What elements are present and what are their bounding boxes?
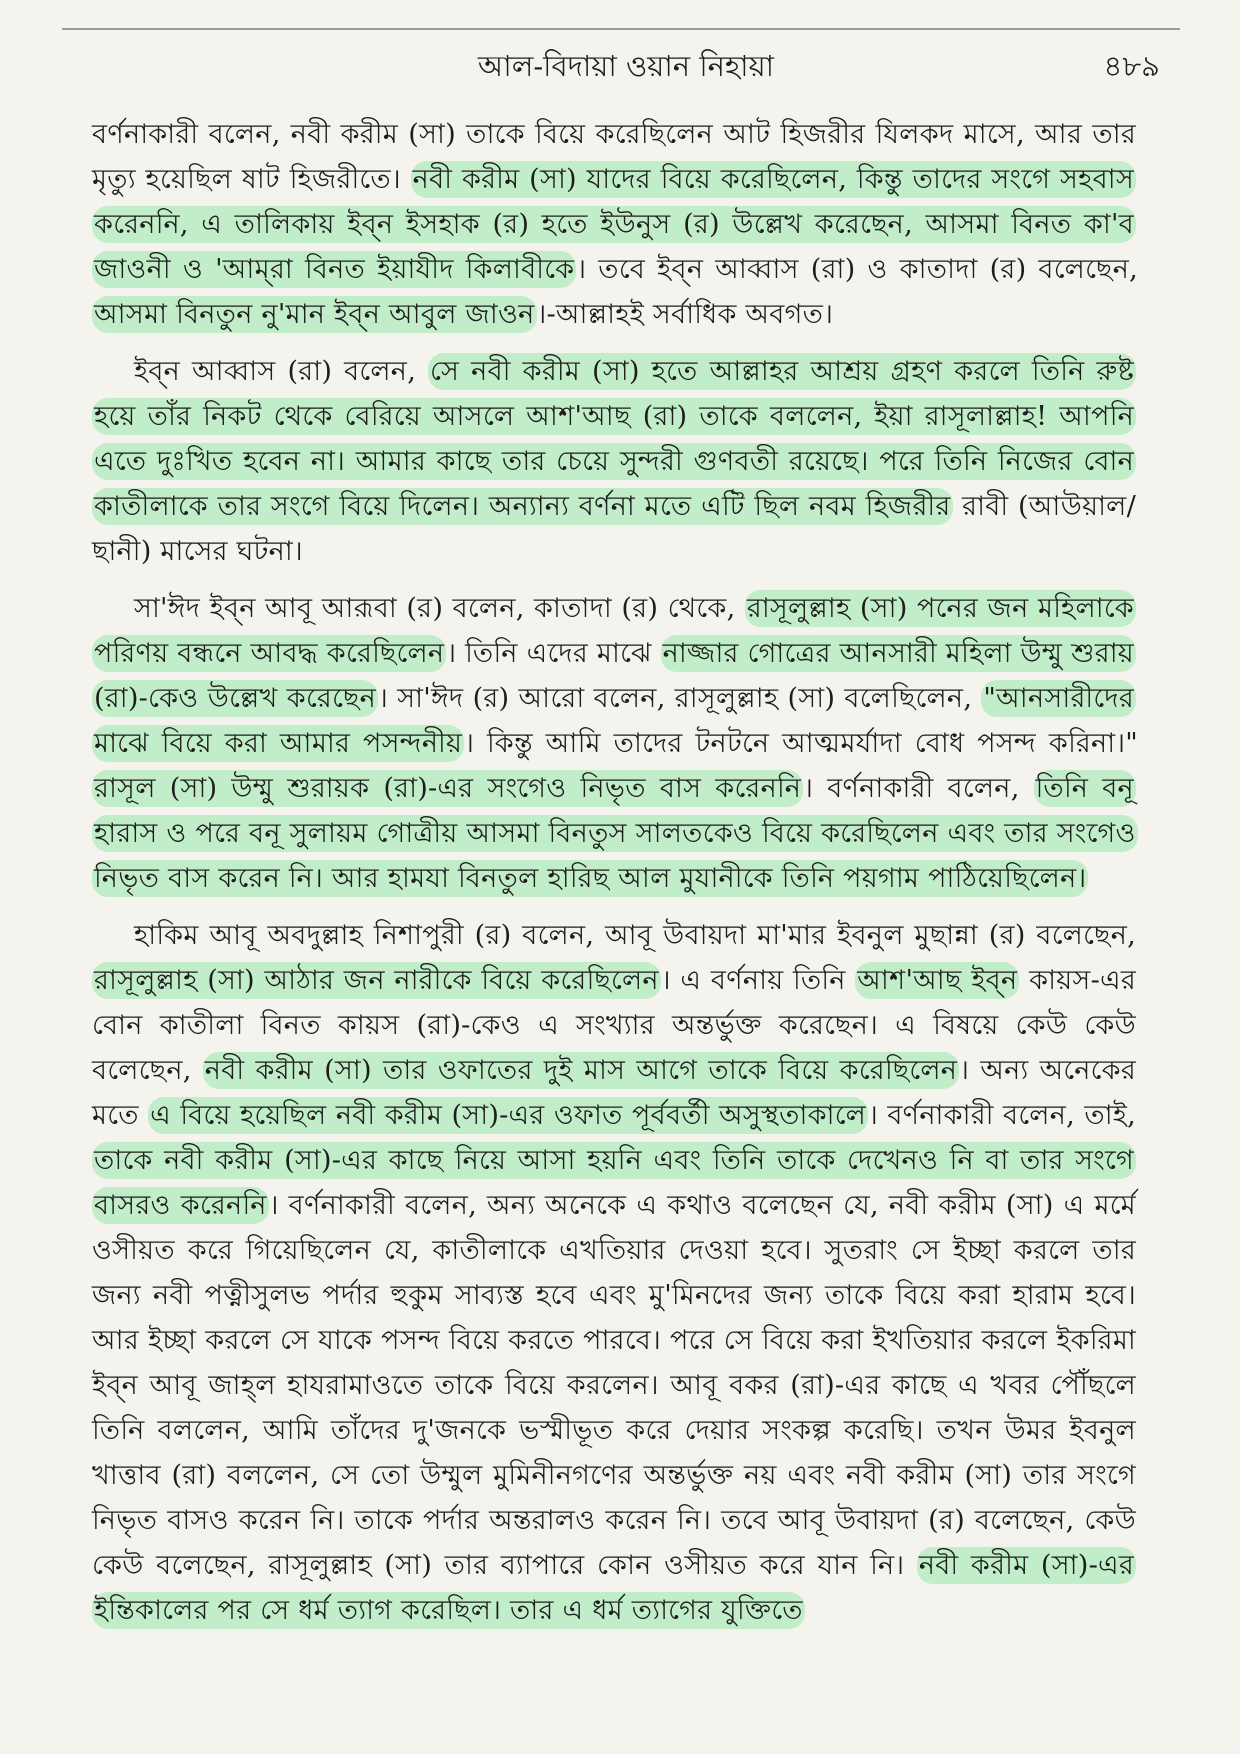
page-body <box>92 112 1136 1635</box>
text-segment: । বর্ণনাকারী বলেন, তাই, <box>868 1100 1136 1131</box>
running-title: আল-বিদায়া ওয়ান নিহায়া <box>477 49 775 83</box>
text-segment: সা'ঈদ ইব্‌ন আবূ আরূবা (র) বলেন, কাতাদা (র) থেকে, <box>134 593 745 624</box>
highlighted-text: তাকে নবী করীম (সা)-এর কাছে নিয়ে আসা হয়নি এবং তিনি তাকে দেখেনও নি বা তার সংগে বাসরও করেননি <box>92 1142 1136 1224</box>
highlighted-text: নবী করীম (সা)-এর ইন্তিকালের পর সে ধর্ম ত্যাগ করেছিল। তার এ ধর্ম ত্যাগের যুক্তিতে <box>92 1547 1136 1629</box>
highlighted-text: রাসূল (সা) উম্মু শুরায়ক (রা)-এর সংগেও নিভৃত বাস করেননি <box>92 770 803 807</box>
text-segment: বর্ণনাকারী বলেন, নবী করীম (সা) তাকে বিয়ে করেছিলেন আট হিজরীর যিলকদ মাসে, আর তার মৃত্যু হয়েছিল ষাট হিজরীতে। <box>92 119 1136 195</box>
highlighted-text: সে নবী করীম (সা) হতে আল্লাহর আশ্রয় গ্রহণ করলে তিনি রুষ্ট হয়ে তাঁর নিকট থেকে বেরিয়ে আসলে আশ'আছ (রা) তাকে বললেন, ইয়া রাসূলাল্লাহ! আপনি এতে দুঃখিত হবেন না। আমার কাছে তার চেয়ে সুন্দরী গুণবতী রয়েছে। পরে তিনি নিজের বোন কাতীলাকে তার সংগে বিয়ে দিলেন। অন্যান্য বর্ণনা মতে এটি ছিল নবম হিজরীর <box>92 353 1136 525</box>
paragraph <box>92 349 1136 574</box>
highlighted-text: তিনি বনূ হারাস ও পরে বনূ সুলায়ম গোত্রীয় আসমা বিনতুস সালতকেও বিয়ে করেছিলেন এবং তার সংগেও নিভৃত বাস করেন নি। আর হামযা বিনতুল হারিছ আল মুযানীকে তিনি পয়গাম পাঠিয়েছিলেন। <box>92 770 1138 897</box>
text-segment: রাবী (আউয়াল/ছানী) মাসের ঘটনা। <box>92 491 1136 567</box>
text-segment: । তবে ইব্‌ন আব্বাস (রা) ও কাতাদা (র) বলেছেন, <box>576 254 1138 285</box>
highlighted-text: নবী করীম (সা) তার ওফাতের দুই মাস আগে তাকে বিয়ে করেছিলেন <box>203 1052 959 1089</box>
top-rule <box>62 28 1180 30</box>
text-segment: কায়স-এর বোন কাতীলা বিনত কায়স (রা)-কেও এ সংখ্যার অন্তর্ভুক্ত করেছেন। এ বিষয়ে কেউ কেউ বলেছেন, <box>92 965 1136 1086</box>
highlighted-text: নবী করীম (সা) যাদের বিয়ে করেছিলেন, কিন্তু তাদের সংগে সহবাস করেননি, এ তালিকায় ইব্‌ন ইসহাক (র) হতে ইউনুস (র) উল্লেখ করেছেন, আসমা বিনত কা'ব জাওনী ও 'আম্‌রা বিনত ইয়াযীদ কিলাবীকে <box>92 161 1136 288</box>
text-segment: ইব্‌ন আব্বাস (রা) বলেন, <box>134 356 429 387</box>
highlighted-text: রাসূলুল্লাহ (সা) আঠার জন নারীকে বিয়ে করেছিলেন <box>92 962 661 999</box>
highlighted-text: নাজ্জার গোত্রের আনসারী মহিলা উম্মু শুরায় (রা)-কেও উল্লেখ করেছেন <box>92 635 1136 717</box>
page-header <box>92 46 1160 90</box>
highlighted-text: এ বিয়ে হয়েছিল নবী করীম (সা)-এর ওফাত পূর্ববর্তী অসুস্থতাকালে <box>148 1097 868 1134</box>
text-segment: । তিনি এদের মাঝে <box>446 638 661 669</box>
highlighted-text: আশ'আছ ইব্‌ন <box>855 962 1019 999</box>
paragraph <box>92 586 1136 901</box>
text-segment: । বর্ণনাকারী বলেন, <box>803 773 1034 804</box>
highlighted-text: আসমা বিনতুন নু'মান ইব্‌ন আবুল জাওন <box>92 296 537 333</box>
text-segment: হাকিম আবূ অবদুল্লাহ নিশাপুরী (র) বলেন, আবূ উবায়দা মা'মার ইবনুল মুছান্না (র) বলেছেন, <box>134 920 1136 951</box>
paragraph <box>92 112 1136 337</box>
paragraph <box>92 913 1136 1633</box>
text-segment: । বর্ণনাকারী বলেন, অন্য অনেকে এ কথাও বলেছেন যে, নবী করীম (সা) এ মর্মে ওসীয়ত করে গিয়েছিলেন যে, কাতীলাকে এখতিয়ার দেওয়া হবে। সুতরাং সে ইচ্ছা করলে তার জন্য নবী পত্নীসুলভ পর্দার হুকুম সাব্যস্ত হবে এবং মু'মিনদের জন্য তাকে বিয়ে করা হারাম হবে। আর ইচ্ছা করলে সে যাকে পসন্দ বিয়ে করতে পারবে। পরে সে বিয়ে করা ইখতিয়ার করলে ইকরিমা ইব্‌ন আবূ জাহ্‌ল হাযরামাওতে তাকে বিয়ে করলেন। আবূ বকর (রা)-এর কাছে এ খবর পৌঁছলে তিনি বললেন, আমি তাঁদের দু'জনকে ভস্মীভূত করে দেয়ার সংকল্প করেছি। তখন উমর ইবনুল খাত্তাব (রা) বললেন, সে তো উম্মুল মুমিনীনগণের অন্তর্ভুক্ত নয় এবং নবী করীম (সা) তার সংগে নিভৃত বাসও করেন নি। তাকে পর্দার অন্তরালও করেন নি। তবে আবূ উবায়দা (র) বলেছেন, কেউ কেউ বলেছেন, রাসূলুল্লাহ (সা) তার ব্যাপারে কোন ওসীয়ত করে যান নি। <box>92 1190 1136 1581</box>
text-segment: । অন্য অনেকের মতে <box>92 1055 1136 1131</box>
text-segment: । কিন্তু আমি তাদের টনটনে আত্মমর্যাদা বোধ পসন্দ করিনা।" <box>464 728 1138 759</box>
highlighted-text: "আনসারীদের মাঝে বিয়ে করা আমার পসন্দনীয় <box>92 680 1136 762</box>
text-segment: ।-আল্লাহই সর্বাধিক অবগত। <box>536 299 834 330</box>
highlighted-text: রাসূলুল্লাহ (সা) পনের জন মহিলাকে পরিণয় বন্ধনে আবদ্ধ করেছিলেন <box>92 590 1136 672</box>
text-segment: । এ বর্ণনায় তিনি <box>660 965 856 996</box>
page-number: ৪৮৯ <box>1103 49 1160 83</box>
text-segment: । সা'ঈদ (র) আরো বলেন, রাসূলুল্লাহ (সা) বলেছিলেন, <box>378 683 982 714</box>
